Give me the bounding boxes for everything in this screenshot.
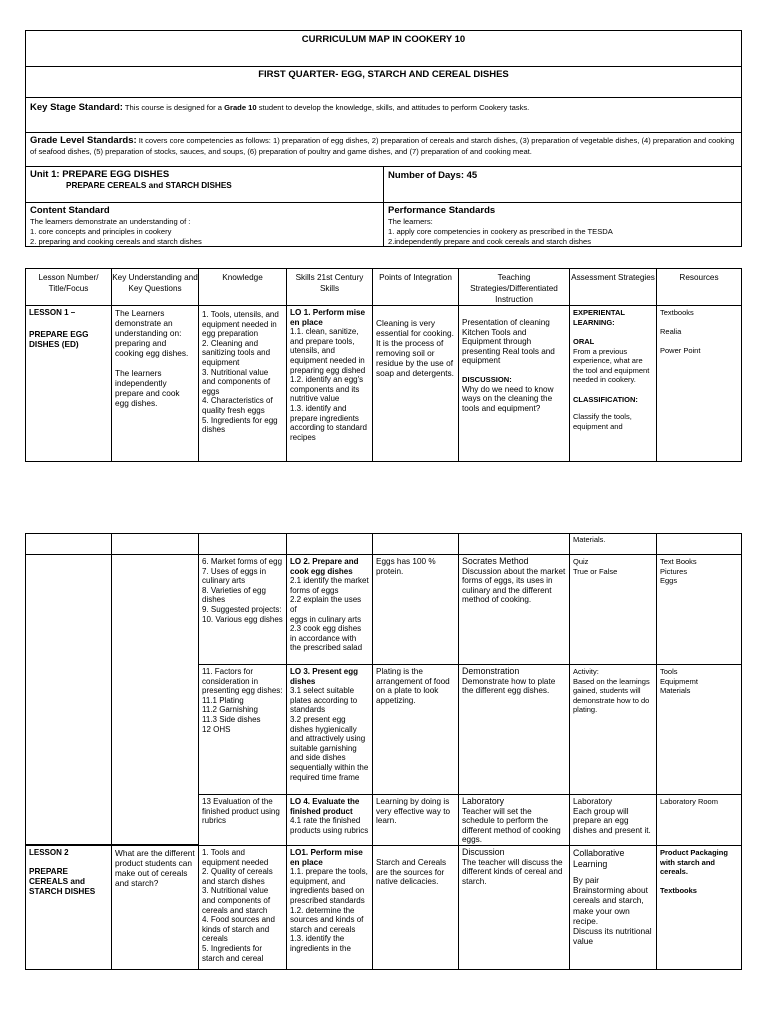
t2-rowA-key — [111, 554, 199, 845]
col-header-skills: Skills 21st Century Skills — [286, 268, 373, 306]
t2-rowA-integration: Eggs has 100 % protein. — [372, 554, 459, 665]
t2-rowC-assessment: Laboratory Each group will prepare an egg dishes and present it. — [569, 794, 657, 846]
t2-rowD-assessment-text: By pair Brainstorming about cereals and starch, make your own recipe. Discuss its nutritional value — [573, 875, 652, 947]
lesson1-number: LESSON 1 – — [29, 308, 76, 317]
lesson1-title: PREPARE EGG DISHES (ED) — [29, 329, 89, 349]
t2-rowB-teaching — [458, 664, 570, 795]
unit-box — [25, 166, 384, 203]
lesson1-assessment-b: From a previous experience, what are the tool and equipment needed in cookery. — [573, 346, 650, 384]
col-header-lesson: Lesson Number/ Title/Focus — [25, 268, 112, 306]
t2-top-assessment: Materials. — [569, 533, 657, 555]
t2-rowD-teaching-head: Discussion — [462, 847, 505, 857]
t2-rowD-skills-head: LO1. Perform mise en place — [290, 848, 363, 867]
col-header-knowledge: Knowledge — [198, 268, 287, 306]
key-stage-text-post: student to develop the knowledge, skills, and attitudes to perform Cookery tasks. — [256, 103, 530, 112]
unit-subtitle: PREPARE CEREALS and STARCH DISHES — [66, 181, 232, 190]
t2-rowB-skills-head: LO 3. Present egg dishes — [290, 667, 359, 686]
t2-rowD-lesson — [25, 845, 112, 970]
t2-rowA-skills-head: LO 2. Prepare and cook egg dishes — [290, 557, 359, 576]
t2-rowC-skills-text: 4.1 rate the finished products using rubrics — [290, 816, 369, 835]
t2-rowB-resources: Tools Equipmemt Materials — [656, 664, 742, 795]
lesson1-skills-cell — [286, 305, 373, 462]
lesson1-knowledge-cell: 1. Tools, utensils, and equipment needed in egg preparation 2. Cleaning and sanitizing tools and equipment 3. Nutritional value and components of eggs 4. Characteristics of quality fresh eggs 5. Ingredients for egg dishes — [198, 305, 287, 462]
t2-rowC-skills-head: LO 4. Evaluate the finished product — [290, 797, 360, 816]
quarter-title: FIRST QUARTER- EGG, STARCH AND CEREAL DISHES — [258, 69, 509, 80]
t2-top-resources — [656, 533, 742, 555]
t2-rowD-skills-text: 1.1. prepare the tools, equipment, and ingredients based on prescribed standards 1.2. determine the sources and kinds of starch and cereals 1.3. identify the ingredients in the — [290, 867, 368, 953]
key-stage-box — [25, 97, 742, 133]
t2-top-lesson — [25, 533, 112, 555]
unit-title: Unit 1: PREPARE EGG DISHES — [30, 169, 170, 180]
key-stage-label: Key Stage Standard: — [30, 102, 123, 113]
grade-level-label: Grade Level Standards: — [30, 135, 137, 146]
lesson1-teaching-cell — [458, 305, 570, 462]
lesson1-assessment-c: Classify the tools, equipment and — [573, 412, 632, 431]
lesson2-number: LESSON 2 — [29, 848, 69, 857]
t2-rowB-assessment: Activity: Based on the learnings gained, students will demonstrate how to do plating. — [569, 664, 657, 795]
lesson1-skills-head: LO 1. Perform mise en place — [290, 308, 366, 327]
content-standard-text: The learners demonstrate an understanding of : 1. core concepts and principles in cookery 2. preparing and cooking cereals and starch dishes — [30, 217, 202, 246]
t2-top-teaching — [458, 533, 570, 555]
performance-standard-label: Performance Standards — [388, 205, 496, 216]
days-box — [383, 166, 742, 203]
lesson1-assessment-cell — [569, 305, 657, 462]
t2-rowC-teaching — [458, 794, 570, 846]
grade-level-text: It covers core competencies as follows: 1) preparation of egg dishes, 2) preparation of cereals and starch dishes, (3) preparation of vegetable dishes, (4) preparation and cooking of seafood dishes, (5) preparation of stocks, sauces, and soups, (6) preparation of poultry and game dishes, and (7) preparation of and cooking meat. — [30, 136, 735, 156]
t2-rowA-teaching-text: Discussion about the market forms of eggs, its uses in culinary and the different method of cooking. — [462, 566, 566, 605]
lesson1-title-cell — [25, 305, 112, 462]
t2-rowD-integration: Starch and Cereals are the sources for native delicacies. — [372, 845, 459, 970]
quarter-box — [25, 66, 742, 98]
t2-rowB-teaching-head: Demonstration — [462, 666, 520, 676]
key-stage-text-pre: This course is designed for a — [122, 103, 225, 112]
t2-rowB-integration: Plating is the arrangement of food on a plate to look appetizing. — [372, 664, 459, 795]
lesson1-teaching-a: Presentation of cleaning Kitchen Tools and Equipment through presenting Real tools and equipment — [462, 318, 555, 366]
t2-rowA-teaching — [458, 554, 570, 665]
t2-rowA-knowledge: 6. Market forms of egg 7. Uses of eggs in culinary arts 8. Varieties of egg dishes 9. Suggested projects: 10. Various egg dishes — [198, 554, 287, 665]
key-stage-line — [30, 102, 741, 113]
t2-rowD-key: What are the different product students can make out of cereals and starch? — [111, 845, 199, 970]
t2-rowC-resources: Laboratory Room — [656, 794, 742, 846]
t2-rowA-skills — [286, 554, 373, 665]
col-header-integration: Points of Integration — [372, 268, 459, 306]
lesson1-key-cell: The Learners demonstrate an understanding on: preparing and cooking egg dishes. The learners independently prepare and cook egg dishes. — [111, 305, 199, 462]
t2-rowB-skills-text: 3.1 select suitable plates according to standards 3.2 present egg dishes hygienically and attractively using suitable garnishing and side dishes sequentially within the required time frame — [290, 686, 369, 782]
t2-rowB-skills — [286, 664, 373, 795]
t2-rowD-skills — [286, 845, 373, 970]
col-header-teaching: Teaching Strategies/Differentiated Instruction — [458, 268, 570, 306]
content-standard-label: Content Standard — [30, 205, 110, 216]
lesson1-skills-text: 1.1. clean, sanitize, and prepare tools, utensils, and equipment needed in preparing egg dished 1.2. identify an egg's components and its nutritive value 1.3. identify and prepare ingredients according to standard recipes — [290, 327, 367, 442]
page-title: CURRICULUM MAP IN COOKERY 10 — [301, 34, 466, 45]
lesson1-integration-cell: Cleaning is very essential for cooking. It is the process of removing soil or residue by the use of soap and detergents. — [372, 305, 459, 462]
t2-rowA-assessment: Quiz True or False — [569, 554, 657, 665]
col-header-assessment: Assessment Strategies — [569, 268, 657, 306]
t2-rowB-teaching-text: Demonstrate how to plate the different egg dishes. — [462, 676, 556, 696]
col-header-key-understanding: Key Understanding and Key Questions — [111, 268, 199, 306]
grade-level-box — [25, 132, 742, 167]
t2-rowD-resources: Product Packaging with starch and cereals. Textbooks — [656, 845, 742, 970]
t2-top-key — [111, 533, 199, 555]
t2-top-integration — [372, 533, 459, 555]
content-standard-box — [25, 202, 384, 247]
t2-rowD-assessment — [569, 845, 657, 970]
t2-rowC-teaching-head: Laboratory — [462, 796, 505, 806]
t2-top-skills — [286, 533, 373, 555]
t2-rowC-knowledge: 13 Evaluation of the finished product using rubrics — [198, 794, 287, 846]
t2-rowC-teaching-text: Teacher will set the schedule to perform the different method of cooking eggs. — [462, 806, 561, 845]
t2-rowD-knowledge: 1. Tools and equipment needed 2. Quality of cereals and starch dishes 3. Nutritional value and components of cereals and starch 4. Food sources and kinds of starch and cereals 5. Ingredients for starch and cereal — [198, 845, 287, 970]
lesson1-teaching-b: Why do we need to know ways on the cleaning the tools and equipment? — [462, 384, 554, 413]
t2-rowD-teaching — [458, 845, 570, 970]
lesson1-assessment-b-head: ORAL — [573, 337, 595, 346]
t2-rowC-integration: Learning by doing is very effective way to learn. — [372, 794, 459, 846]
lesson1-assessment-a-head: EXPERIENTAL LEARNING: — [573, 308, 625, 327]
t2-rowA-lesson — [25, 554, 112, 845]
performance-standard-box — [383, 202, 742, 247]
lesson1-teaching-b-head: DISCUSSION: — [462, 374, 512, 384]
performance-standard-text: The learners: 1. apply core competencies in cookery as prescribed in the TESDA 2.independently prepare and cook cereals and starch dishes — [388, 217, 613, 246]
t2-rowA-resources: Text Books Pictures Eggs — [656, 554, 742, 665]
lesson2-title: PREPARE CEREALS and STARCH DISHES — [29, 866, 96, 896]
lesson1-assessment-c-head: CLASSIFICATION: — [573, 394, 638, 404]
t2-rowB-knowledge: 11. Factors for consideration in presenting egg dishes: 11.1 Plating 11.2 Garnishing 11.3 Side dishes 12 OHS — [198, 664, 287, 795]
t2-rowA-teaching-head: Socrates Method — [462, 556, 529, 566]
t2-top-knowledge — [198, 533, 287, 555]
t2-rowC-skills — [286, 794, 373, 846]
title-box — [25, 30, 742, 67]
key-stage-grade: Grade 10 — [224, 103, 257, 112]
col-header-resources: Resources — [656, 268, 742, 306]
t2-rowD-teaching-text: The teacher will discuss the different kinds of cereal and starch. — [462, 857, 563, 886]
grade-level-line — [30, 136, 737, 157]
lesson1-resources-cell: Textbooks Realia Power Point — [656, 305, 742, 462]
t2-rowD-assessment-head: Collaborative Learning — [573, 848, 625, 869]
t2-rowA-skills-text: 2.1 identify the market forms of eggs 2.2 explain the uses of eggs in culinary arts 2.3 cook egg dishes in accordance with the prescribed salad — [290, 576, 369, 653]
days-label: Number of Days: 45 — [388, 170, 478, 181]
